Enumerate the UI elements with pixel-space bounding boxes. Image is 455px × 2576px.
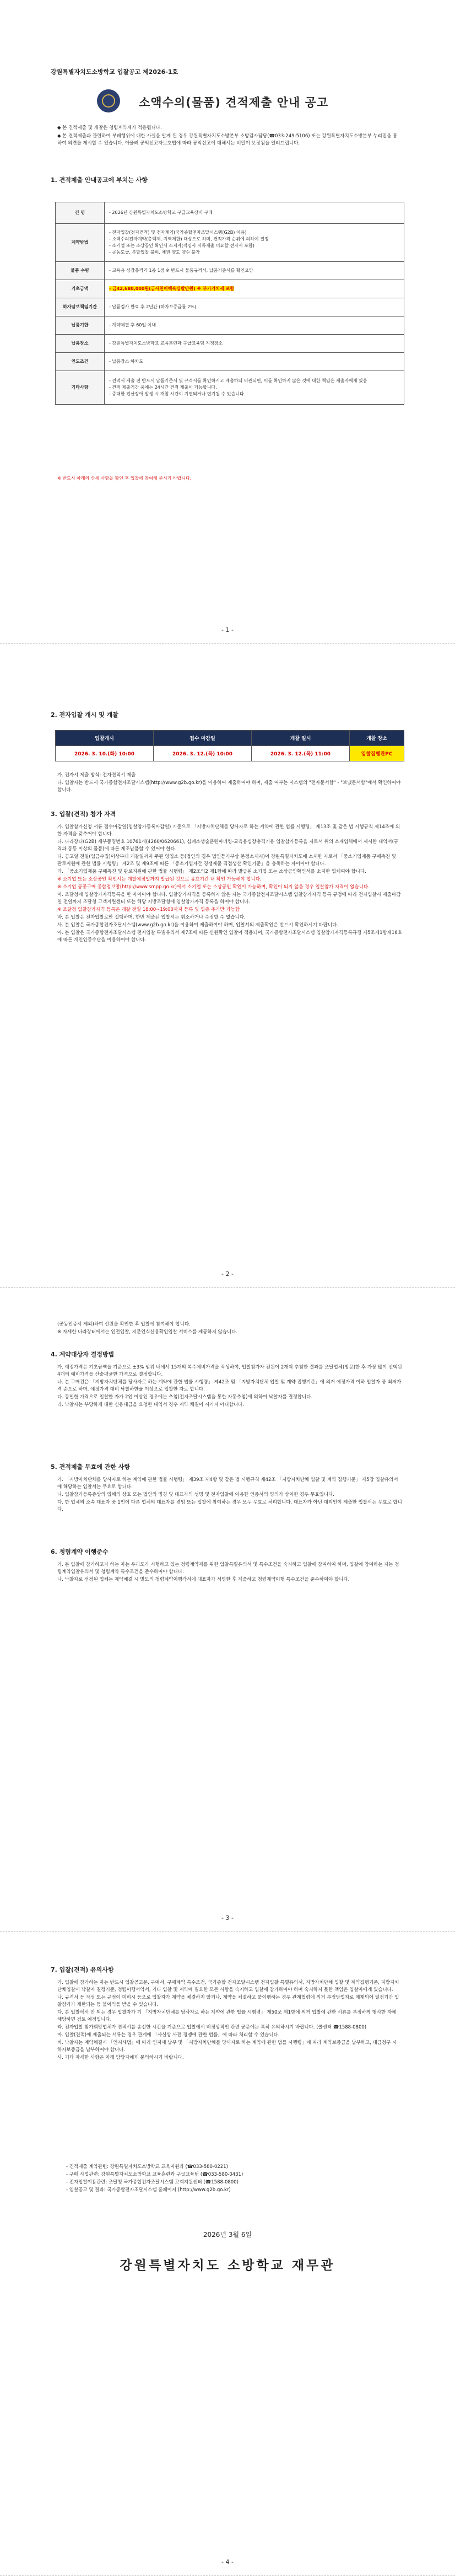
issuer-signature: 강원특별자치도 소방학교 재무관 bbox=[120, 2258, 335, 2273]
row-head: 하자담보책임기간 bbox=[56, 298, 105, 316]
row-value bbox=[105, 371, 404, 405]
carryover-note bbox=[57, 1321, 402, 1337]
list-item: 나. 본 구매건은 「지방자치단체를 당사자로 하는 계약에 관한 법률 시행령」 제42조 및 「지방자치단체 입찰 및 계약 집행기준」에 의거 예정가격 이하 입찰자 중 최저가격 순으로 하며, 예정가격 대비 낙찰하한율 이상으로 입찰한 자로 합니다. bbox=[57, 1380, 402, 1392]
row-head: 기타사항 bbox=[56, 371, 105, 405]
row-value: - 2026년 강원특별자치도소방학교 구급교육장비 구매 bbox=[105, 202, 404, 224]
table-row bbox=[56, 224, 404, 262]
row-line: - 견적서 제출 전 반드시 납품기준서 및 규격서를 확인하시고 제출하되 비관되면, 이를 확인하지 않은 것에 대한 책임은 제출자에게 있음 bbox=[109, 378, 367, 383]
list-item: 아. 본 입찰은 국가종합전자조달시스템 전자입찰 특별유의서 제7조에 따른 신원확인 입찰이 적용되며, 국가종합전자조달시스템 입찰참가자격등록규정 제5조제1항제16호에 따른 개인인증수단을 이용하여야 합니다. bbox=[57, 930, 402, 943]
list-note: ※ 소기업 공공구매 종합정보망(http://www.smpp.go.kr)에서 소기업 또는 소상공인 확인이 가능하며, 확인이 되지 않을 경우 입찰참가 자격이 없습니다. bbox=[57, 884, 370, 890]
schedule-cell: 입찰집행관PC bbox=[349, 746, 404, 761]
page-2 bbox=[0, 644, 455, 1288]
list-note: ※ 소기업 또는 소상공인 확인서는 개찰예정일까지 발급된 것으로 유효기간 내 확인 가능해야 합니다. bbox=[57, 877, 262, 882]
row-head: 물품 수량 bbox=[56, 262, 105, 280]
row-value: - 교육용 심장충격기 1종 1점 ※ 반드시 물품규격서, 납품기준서를 확인요망 bbox=[105, 262, 404, 280]
schedule-table bbox=[55, 730, 404, 761]
row-value: - 납품검사 완료 후 2년간 (하자보증금률 2%) bbox=[105, 298, 404, 316]
table-row bbox=[56, 335, 404, 353]
row-head: 건 명 bbox=[56, 202, 105, 224]
list-item: 다. 공고일 전일(입금수집)이상부터 개찰일까지 주된 영업소 등(법인의 경우 법인등기부상 본점소재지)이 강원특별자치도에 소재한 자로서 「중소기업제품 구매촉진 및 판로지원에 관한 법률 시행령」 제2조 및 제9조에 따른 「중소기업자간 경쟁제품 직접생산 확인기준」을 충족하는 자이어야 합니다. bbox=[57, 854, 397, 867]
list-item: 가. 전자서 제출 방식: 전자견적서 제출 bbox=[57, 772, 136, 778]
section-3-body bbox=[57, 824, 402, 944]
page-title: 소액수의(물품) 견적제출 안내 공고 bbox=[139, 96, 329, 109]
table-header-row bbox=[56, 731, 404, 746]
row-line: - 중대한 전산장애 발생 시 개찰 시간이 지연되거나 연기될 수 있습니다. bbox=[109, 391, 246, 396]
contact-item: - 구매 사업관련: 강원특별자치도소방학교 교육훈련과 구급교육팀 (☎033-580-0431) bbox=[66, 2172, 243, 2177]
intro-line: ◆ 본 견적제출과 관련하여 부패행위에 대한 사실을 알게 된 경우 강원특별자치도소방본부 소방감사담당(☎033-249-5106) 또는 강원특별자치도소방본부 누리집을 통하여 의견을 제시할 수 있습니다. 아울러 공익신고자보호법에 따라 공익신고에 대해서는 비밀이 보장됨을 알려드립니다. bbox=[57, 133, 398, 146]
school-seal-icon bbox=[97, 89, 120, 112]
intro-notice bbox=[57, 125, 399, 148]
list-item: 다. 본 입찰에서 안 되는 경우 입찰자가 기 「지방자치단체를 당사자로 하는 계약에 관한 법률 시행령」 제50조 제1항에 의거 입찰에 관한 서류를 부정하게 행사한 자에 해당하면 검토 예정입니다. bbox=[57, 2010, 397, 2022]
page-number: - 4 - bbox=[221, 2558, 234, 2566]
page-number: - 2 - bbox=[221, 1270, 234, 1278]
list-item: 라. 「중소기업제품 구매촉진 및 판로지원에 관한 법률 시행령」 제2조의2 제1항에 따라 발급된 소기업 또는 소상공인확인서를 소지한 업체여야 합니다. bbox=[57, 869, 366, 874]
section-6-title: 6. 청렴계약 이행준수 bbox=[51, 1548, 109, 1555]
schedule-cell: 2026. 3. 12.(목) 10:00 bbox=[153, 746, 251, 761]
list-item: 사. 기타 자세한 사항은 아래 담당자에게 문의하시기 바랍니다. bbox=[57, 2055, 184, 2060]
contact-item: - 전자입찰이용관련: 조달청 국가종합전자조달시스템 고객지원센터 (☎1588-0800) bbox=[66, 2180, 239, 2185]
row-line: - 견적 제출기간 중에는 24시간 견적 제출이 가능합니다. bbox=[109, 385, 217, 390]
table-row bbox=[56, 316, 404, 335]
list-item: 나. 낙찰자로 선정된 업체는 계약체결 시 별도의 청렴계약이행각서에 대표자가 서명한 후 제출하고 청렴계약이행 특수조건을 준수하여야 합니다. bbox=[57, 1577, 350, 1582]
list-item: 다. 한 업체의 소속 대표자 중 1인이 다른 업체의 대표자를 겸임 또는 입찰에 참여하는 경우 모두 무효로 처리합니다. 대표자가 아닌 대리인이 제출한 입찰서는 무효로 합니다. bbox=[57, 1500, 402, 1512]
section-4-title: 4. 계약대상자 결정방법 bbox=[51, 1351, 115, 1358]
table-row bbox=[56, 202, 404, 224]
row-value: - 계약체결 후 60일 이내 bbox=[105, 316, 404, 335]
table-row bbox=[56, 371, 404, 405]
header-cell: 개찰 장소 bbox=[349, 731, 404, 746]
list-item: 다. 동일한 가격으로 입찰한 자가 2인 이상인 경우에는 추첨(전자조달시스템을 통한 자동추첨)에 의하여 낙찰자를 결정합니다. bbox=[57, 1394, 313, 1400]
schedule-cell: 2026. 3. 12.(목) 11:00 bbox=[251, 746, 349, 761]
list-item: (공동인증서 제외)하여 신원을 확인한 후 입찰에 참여해야 합니다. bbox=[57, 1322, 191, 1327]
list-item: 가. 「지방자치단체를 당사자로 하는 계약에 관한 법률 시행령」 제39조 제4항 및 같은 법 시행규칙 제42조 「지방자치단체 입찰 및 계약 집행기준」 제5장 입찰유의서에 해당하는 입찰서는 무효로 합니다. bbox=[57, 1477, 398, 1490]
list-item: 마. 입찰(견적)에 제출되는 서류는 경우 관계에 「사실상 사전 경쟁에 관한 법률」에 따라 처리할 수 있습니다. bbox=[57, 2032, 280, 2038]
row-line: - 전자입찰(전자견적) 및 전자계약(국가종합전자조달시스템(G2B) 이용) bbox=[109, 230, 247, 235]
table-row bbox=[56, 298, 404, 316]
list-item: 라. 낙찰자는 부당하게 대한 신용대금을 요청한 내역서 경우 계약 체결이 시키지 아니합니다. bbox=[57, 1402, 244, 1408]
section-1-title: 1. 견적제출 안내공고에 부치는 사항 bbox=[51, 176, 148, 184]
list-item: 나. 나라장터(G2B) 세부품명번호 10761개(4260/0620661), 심폐소생술훈련마네킹-교육용심장충격기용 입찰참가등록을 자로서 위의 소재업체에서 제시한 내역서(규격과 동등 이상의 물품)에 따른 제조납품할 수 있어야 한다. bbox=[57, 839, 399, 852]
list-item: 나. 입찰자는 반드시 국가종합전자조달시스템(http://www.g2b.go.kr)을 이용하여 제출하여야 하며, 제출 여부는 시스템의 "전자문서함" - "보냈문서함"에서 확인하여야 합니다. bbox=[57, 780, 401, 793]
table-note: ※ 반드시 아래의 상세 사항을 확인 후 입찰에 참여해 주시기 바랍니다. bbox=[57, 476, 192, 481]
schedule-notes bbox=[57, 772, 402, 795]
section-5-title: 5. 견적제출 무효에 관한 사항 bbox=[51, 1463, 131, 1471]
page-3 bbox=[0, 1288, 455, 1932]
header-cell: 입찰개시 bbox=[56, 731, 154, 746]
page-1 bbox=[0, 0, 455, 644]
table-row bbox=[56, 353, 404, 371]
header-cell: 접수 마감일 bbox=[153, 731, 251, 746]
list-item: ※ 자세한 나라장터에서는 인전입찰, 지문인식신용확인입찰 서비스를 제공하지 않습니다. bbox=[57, 1329, 238, 1335]
section-6-body bbox=[57, 1561, 402, 1584]
row-value: - 강원특별자치도소방학교 교육훈련과 구급교육팀 지정장소 bbox=[105, 335, 404, 353]
list-item: 사. 본 입찰은 국가종합전자조달시스템(www.g2b.go.kr)을 이용하여 제출하여야 하며, 입찰서의 제출확인은 반드시 확인하시기 바랍니다. bbox=[57, 922, 339, 928]
list-item: 가. 예정가격은 기초금액을 기준으로 ±3% 범위 내에서 15개의 복수예비가격을 작성하여, 입찰참가자 전원이 2개씩 추첨한 결과를 조달업체(방문)한 후 가장 많이 선택된 4개의 예비가격을 산술평균한 가격으로 결정합니다. bbox=[57, 1365, 402, 1377]
list-item: 가. 입찰참가신청 서류 접수마감일(입찰참가등록마감일) 기준으로 「지방자치단체를 당사자로 하는 계약에 관한 법률 시행령」 제13조 및 같은 법 시행규칙 제14조에 의한 자격을 갖추어야 합니다. bbox=[57, 824, 400, 837]
issue-date: 2026년 3월 6일 bbox=[203, 2231, 252, 2239]
section-5-body bbox=[57, 1477, 402, 1514]
table-row bbox=[56, 746, 404, 761]
table-row bbox=[56, 280, 404, 298]
list-item: 가. 입찰에 참가하는 자는 반드시 입찰공고문, 구매서, 구매계약 특수조건, 국가종합 전자조달시스템 전자입찰 특별유의서, 지방자치단체 입찰 및 계약집행기준, 지방자치단체입찰시 낙찰자 결정기준, 청렴이행서약서, 기타 입찰 및 계약에 필요한 모든 사항을 숙지하고 입찰에 참가하여야 하며 숙지하지 못한 책임은 입찰자에게 있습니다. bbox=[57, 1980, 399, 1993]
contact-item: - 입찰공고 및 결과: 국가종합전자조달시스템 홈페이지 (http://www.g2b.go.kr) bbox=[66, 2187, 231, 2193]
row-line: - 소기업 또는 소상공인 확인서 소지자(적임사 서류제출 미요할 전자시 포함) bbox=[109, 243, 254, 248]
row-head: 계약방법 bbox=[56, 224, 105, 262]
row-value bbox=[105, 280, 404, 298]
section-4-body bbox=[57, 1364, 402, 1409]
row-head: 인도조건 bbox=[56, 353, 105, 371]
contact-item: - 견적제출 계약관련: 강원특별자치도소방학교 교육지원과 (☎033-580-0221) bbox=[66, 2164, 228, 2170]
row-line: - 공동도급, 분할입찰 불허, 채권 양도 양수 불가 bbox=[109, 250, 200, 255]
page-number: - 1 - bbox=[221, 626, 234, 634]
info-table bbox=[55, 202, 404, 405]
row-head: 기초금액 bbox=[56, 280, 105, 298]
list-item: 나. 입찰참가등록증상의 업체의 상호 또는 법인의 명칭 및 대표자의 성명 및 전자입찰에 이용한 인증서의 명의가 상이한 경우 무효입니다. bbox=[57, 1492, 334, 1498]
schedule-cell: 2026. 3. 10.(화) 10:00 bbox=[56, 746, 154, 761]
list-item: 바. 낙찰자는 계약체결시 「인지세법」에 따라 인지세 납부 및 「지방자치단체를 당사자로 하는 계약에 관한 법률 시행령」에 따라 계약보증금을 납부하고, 대금청구 시 하자보증금을 납부하여야 합니다. bbox=[57, 2040, 397, 2053]
row-value bbox=[105, 224, 404, 262]
row-head: 납품장소 bbox=[56, 335, 105, 353]
intro-line: ◆ 본 견적제출 및 개찰은 청렴계약제가 적용됩니다. bbox=[57, 125, 162, 131]
section-3-title: 3. 입찰(견적) 참가 자격 bbox=[51, 811, 116, 818]
page-number: - 3 - bbox=[221, 1914, 234, 1922]
row-head: 납품기한 bbox=[56, 316, 105, 335]
list-item: 바. 본 입찰은 전자입찰로만 집행하며, 한번 제출된 입찰서는 취소하거나 수정할 수 없습니다. bbox=[57, 915, 246, 920]
list-item: 나. 규격서 등 작성 또는 규정이 미비시 등으로 입찰자가 계약을 체결하지 않거나, 계약을 체결하고 불이행하는 경우 관계법령에 의거 부정당업자로 제재되어 일정기간 입찰참가가 제한되는 등 불이익을 받을 수 있습니다. bbox=[57, 1995, 399, 2008]
base-amount: - 금42,680,000원(금사천이백육십팔만원) ※ 부가가치세 포함 bbox=[109, 286, 234, 291]
announcement-number: 강원특별자치도소방학교 입찰공고 제2026-1호 bbox=[51, 68, 178, 76]
list-item: 마. 조달청에 입찰참가자격등록을 한 자이어야 합니다. 입찰참가자격을 등록하지 않은 자는 국가종합전자조달시스템 입찰참가자격 등록 규정에 따라 전자입찰시 제출마감일 전일까지 조달청 고객지원센터 또는 해당 지방조달청에 입찰참가자격 등록을 하여야 합니다. bbox=[57, 892, 401, 905]
header-cell: 개찰 일시 bbox=[251, 731, 349, 746]
section-2-title: 2. 전자입찰 개시 및 개찰 bbox=[51, 711, 118, 718]
row-line: - 소액수의전자계약(총액제, 지역제한) 대상으로 하며, 견적가격 순위에 의하여 결정 bbox=[109, 237, 269, 242]
list-item: 라. 전자입찰 참가희망업체가 견적서를 송신한 시간을 기준으로 입찰에서 비정상적인 관련 공문에는 특히 유의하시기 바랍니다. (콜센터 ☎1588-0800) bbox=[57, 2025, 367, 2030]
row-value: - 납품장소 하차도 bbox=[105, 353, 404, 371]
contact-list bbox=[66, 2164, 411, 2194]
section-7-body bbox=[57, 1979, 402, 2062]
list-item: 가. 본 입찰에 참가하고자 하는 자는 우리도가 시행하고 있는 청렴계약제를 위한 입찰특별유의서 및 특수조건을 숙지하고 입찰에 참여하여 하며, 입찰에 참여하는 자는 청렴계약입찰유의서 및 청렴계약 특수조건을 준수하여야 합니다. bbox=[57, 1562, 399, 1575]
section-7-title: 7. 입찰(견적) 유의사항 bbox=[51, 1966, 114, 1973]
list-note: ※ 조달청 입찰참가자격 등록은 개찰 전일 18:00~19:00까지 등록 및 업종 추가만 가능함 bbox=[57, 907, 240, 913]
page-4 bbox=[0, 1932, 455, 2576]
table-row bbox=[56, 262, 404, 280]
